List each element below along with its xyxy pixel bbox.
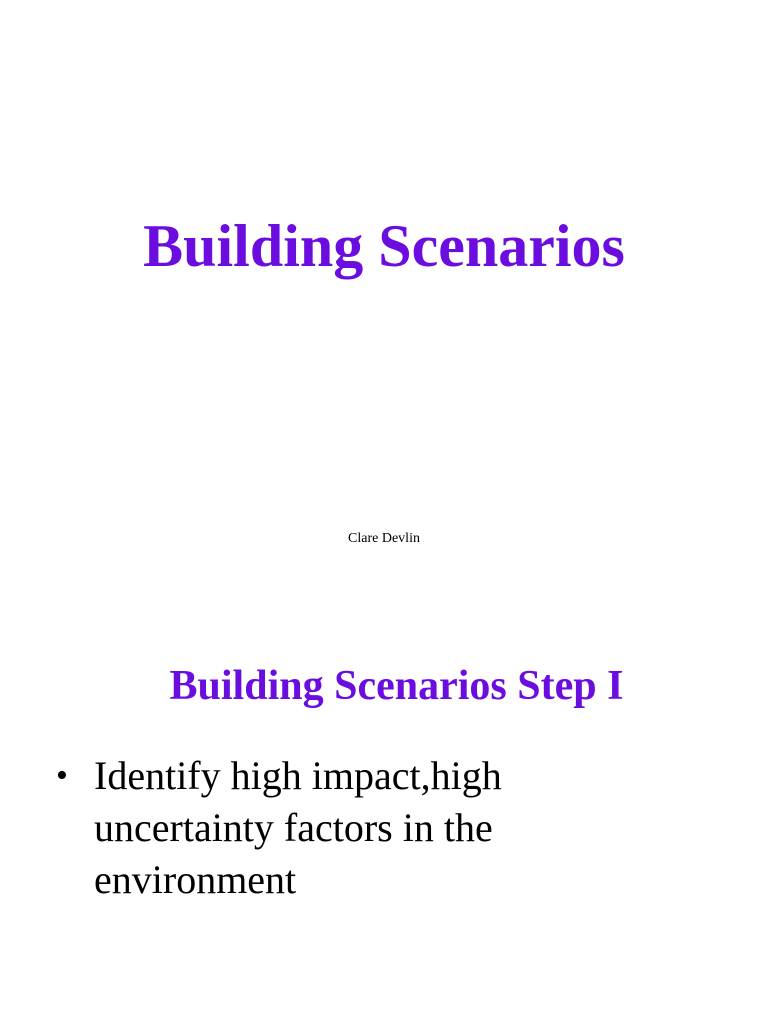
bullet-item: [56, 750, 736, 906]
bullet-text: Identify high impact,high uncertainty factors in the environment: [94, 753, 502, 902]
slide-step-heading: Building Scenarios Step I: [169, 663, 624, 709]
slide-step-one: [0, 608, 768, 1024]
author-name: Clare Devlin: [348, 531, 420, 546]
slide-title-heading: Building Scenarios: [143, 213, 625, 279]
bullet-list: [56, 750, 736, 906]
bullet-dot-icon: •: [56, 757, 68, 794]
